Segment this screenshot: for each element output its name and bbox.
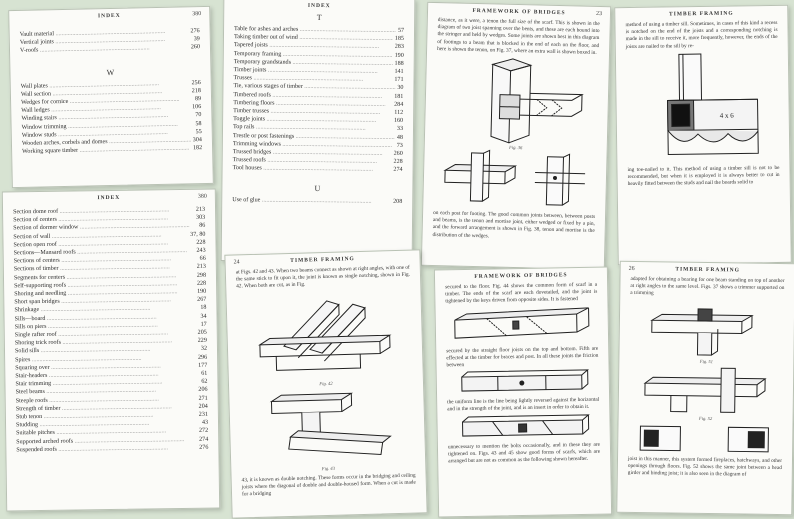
- binding-joist-figure: [631, 363, 782, 417]
- index-entry: Trussed roofs ..... 228: [233, 156, 403, 166]
- section-letter: T: [224, 12, 414, 23]
- body-text: adapted for obtaining a bearing for one beam standing on top of another at right angles to the same level. Figs. 37 shows a trimmer supported on a trimming: [620, 276, 794, 300]
- index-entry: Sills—board ..... 34: [15, 312, 207, 323]
- index-entry: Tool houses ..... 274: [233, 165, 403, 175]
- index-entry: Wall plates ..... 256: [21, 79, 201, 91]
- index-page-s: [2, 189, 220, 512]
- joint-detail-figure: [630, 420, 780, 458]
- index-list-t: [223, 25, 415, 175]
- body-text: distance, as it were, a tenon the full size of the scarf. This is shown in the diagram of two joist spanning over the bents, and these are each bound into the stringer and held by wedges. Some joints are shown best in this diagram of footings to a beam that is blocked in the end of each on the floor, and here is shown the tenon, on Fig. 37, where an extra wall is shown boxed in.: [427, 17, 610, 57]
- running-header: TIMBER FRAMING: [225, 254, 419, 265]
- body-text: on each post for footing. The good common joints between, between posts and beams, is the tenon and mortise joint, either wedged or fixed by a pin, and the forward arrangement is shown in Fig. 38, tenon and mortise is the distribution of the wedges.: [422, 210, 605, 243]
- page-heading: INDEX: [3, 194, 215, 203]
- figure-caption: Fig. 52: [619, 414, 793, 421]
- body-text: secured by the straight floor joists on the top and bottom. Fifth are effected at the timber for braces and post. In all these joints the friction between: [436, 345, 608, 370]
- index-entry: Stair-headers ..... 61: [15, 370, 207, 381]
- running-header: FRAMEWORK OF BRIDGES: [428, 7, 610, 17]
- index-entry: Trestle or post fastenings ..... 48: [233, 132, 403, 142]
- index-entry: Sills on piers ..... 17: [15, 321, 207, 332]
- scarf-beam-figure-2: [448, 367, 599, 400]
- index-entry: Sections of centers ..... 66: [14, 255, 206, 266]
- page-number: 380: [198, 194, 207, 200]
- running-header: FRAMEWORK OF BRIDGES: [435, 272, 607, 281]
- index-entry: Shoring and needling ..... 190: [14, 288, 206, 299]
- index-entry: Shrinkage ..... 18: [14, 304, 206, 315]
- index-entry: Temporary grandstands ..... 188: [234, 58, 404, 68]
- book-page-framework: [421, 2, 611, 270]
- index-list-w: [11, 79, 213, 157]
- index-entry: Trusses ..... 171: [233, 74, 403, 84]
- figure-caption: Fig. 42: [229, 378, 423, 388]
- index-entry: Toggle joints ..... 160: [233, 115, 403, 125]
- index-entry: Wooden arches, corbels and domes ..... 304: [22, 136, 202, 148]
- index-entry: Sections—Mansard roofs ..... 243: [14, 247, 206, 258]
- index-list-v: [10, 27, 210, 56]
- index-entry: Self-supporting roofs ..... 228: [14, 279, 206, 290]
- body-text: method of using a timber sill. Sometimes, in cases of this kind a recess is notched on the end of the joists and a corresponding notching is made in the sill to receive it, more frequently, however, the ends of the joists are nailed to the sill by re-: [615, 20, 787, 51]
- index-entry: Use of glue ..... 208: [232, 196, 402, 206]
- running-header: TIMBER FRAMING: [615, 10, 787, 18]
- index-entry: Steel beams ..... 206: [16, 386, 208, 397]
- index-entry: Squaring over ..... 177: [15, 362, 207, 373]
- index-list-s: [3, 206, 218, 455]
- body-text: joist in this manner, this system formed fireplaces, hatchways, and other openings through floors. Fig. 52 shows the same joint between a head girder and binding joist; it is also seen in the diagram of: [618, 455, 792, 479]
- index-entry: Strength of timber ..... 204: [16, 403, 208, 414]
- index-entry: Solid sills ..... 32: [15, 345, 207, 356]
- index-entry: Window trimming ..... 58: [22, 120, 202, 132]
- index-entry: Table for ashes and arches ..... 57: [234, 25, 404, 35]
- index-entry: Timbering floors ..... 284: [233, 99, 403, 109]
- mortise-tenon-figure: [434, 148, 595, 210]
- body-text: the uniform line is the line being lightly reversed against the horizontal and in the strength of the joint, and is an insert in order to obtain it.: [437, 397, 609, 414]
- index-entry: Section of wall ..... 37, 80: [13, 230, 205, 241]
- running-header: TIMBER FRAMING: [621, 266, 794, 274]
- index-entry: Supported arched roofs ..... 274: [16, 435, 208, 446]
- notched-beams-figure: [238, 286, 411, 383]
- figure-caption: Fig. 36: [425, 143, 607, 152]
- index-entry: Shoring trick roofs ..... 229: [15, 337, 207, 348]
- page-heading: INDEX: [224, 2, 414, 10]
- index-entry: Spires ..... 296: [15, 353, 207, 364]
- index-entry: Timber trusses ..... 112: [233, 107, 403, 117]
- page-heading: INDEX: [9, 11, 209, 21]
- index-page-t-u: [221, 0, 416, 263]
- index-entry: Temporary framing ..... 190: [234, 50, 404, 60]
- index-entry: Stub tenon ..... 231: [16, 411, 208, 422]
- index-entry: Wedges for cornice ..... 89: [21, 95, 201, 107]
- section-letter: U: [222, 183, 412, 194]
- index-entry: Trussed bridges ..... 260: [233, 148, 403, 158]
- page-number: 23: [596, 11, 602, 17]
- book-page-trimmer: [616, 261, 794, 515]
- scarf-beam-figure-3: [448, 411, 599, 444]
- index-entry: Tie, various stages of timber ..... 30: [233, 83, 403, 93]
- index-entry: Section dome roof ..... 213: [13, 206, 205, 217]
- body-text: 43, it is known as double notching. These forms occur in the bridging and ceiling joists where the diagonal of double and double-housed form. When a cut is made for a bridging: [232, 472, 427, 499]
- trimmer-joist-figure: [631, 298, 782, 360]
- index-entry: Vertical joints ..... 39: [20, 35, 200, 47]
- index-entry: Top rails ..... 33: [233, 124, 403, 134]
- index-entry: Tapered joists ..... 283: [234, 42, 404, 52]
- index-entry: Window studs ..... 55: [22, 128, 202, 140]
- index-page-v-w: [8, 6, 214, 188]
- scarf-joint-figure: [441, 53, 593, 147]
- dimension-label: 4 x 6: [720, 111, 735, 119]
- timber-sill-figure: [627, 49, 779, 163]
- index-entry: Taking timber out of wind ..... 185: [234, 33, 404, 43]
- index-entry: Segments for centers ..... 298: [14, 271, 206, 282]
- index-entry: Suitable pitches ..... 272: [16, 427, 208, 438]
- section-letter: W: [10, 66, 210, 79]
- index-entry: Winding stairs ..... 70: [21, 112, 201, 124]
- page-number: 24: [233, 259, 239, 265]
- book-page-notching: [224, 249, 427, 518]
- book-page-scarfs: [434, 267, 612, 518]
- index-entry: Stair trimming ..... 62: [15, 378, 207, 389]
- body-text: secured to the floor. Fig. 44 shows the common form of scarf in a timber. The ends of the scarf are each dovetailed, and the joint is tightened by the keys driven from opposite sides. It is fastened: [435, 282, 607, 307]
- scarf-beam-figure-1: [446, 303, 597, 348]
- index-entry: Vault material ..... 276: [20, 27, 200, 39]
- index-entry: Single rafter roof ..... 205: [15, 329, 207, 340]
- index-entry: Working square timber ..... 182: [22, 144, 202, 156]
- book-page-sill: [614, 5, 792, 265]
- index-entry: Trimming windows ..... 73: [233, 140, 403, 150]
- index-entry: Section of dormer window ..... 86: [13, 222, 205, 233]
- body-text: unnecessary to mention the bolts occasionally, and in these they are tightened on. Figs. 43 and 45 show good forms of scarfs, which are arranged but are not as common as the following shown hereafter.: [438, 441, 610, 466]
- index-entry: Sections of timber ..... 213: [14, 263, 206, 274]
- page-number: 380: [192, 11, 201, 17]
- body-text: at Figs. 42 and 43. When two beams connect as shown at right angles, with one of the same stick to fit upon it, the joint is known as single notching, shown in Fig. 42. When both are cut, as in Fig.: [226, 264, 421, 291]
- index-entry: Wall ledges ..... 106: [21, 103, 201, 115]
- index-entry: Timber joints ..... 141: [234, 66, 404, 76]
- index-entry: V-roofs ..... 260: [20, 44, 200, 56]
- body-text: ing toe-nailed to it. This method of using a timber sill is not to be recommended, but when it is employed it is always better to cut in heavily fitted between the studs and nail the boards solid to: [617, 165, 789, 189]
- index-entry: Studding ..... 43: [16, 419, 208, 430]
- index-entry: Wall section ..... 218: [21, 87, 201, 99]
- index-entry: Steeple roofs ..... 271: [16, 394, 208, 405]
- double-notch-figure: [241, 383, 413, 468]
- index-entry: Section open roof ..... 228: [13, 238, 205, 249]
- index-list-u: [222, 196, 412, 206]
- index-entry: Suspended roofs ..... 276: [16, 444, 208, 455]
- index-entry: Short span bridges ..... 267: [14, 296, 206, 307]
- figure-caption: Fig. 51: [619, 357, 793, 364]
- index-entry: Section of centers ..... 303: [13, 214, 205, 225]
- page-number: 26: [629, 266, 635, 272]
- index-entry: Timbered roofs ..... 181: [233, 91, 403, 101]
- figure-caption: Fig. 43: [231, 463, 425, 473]
